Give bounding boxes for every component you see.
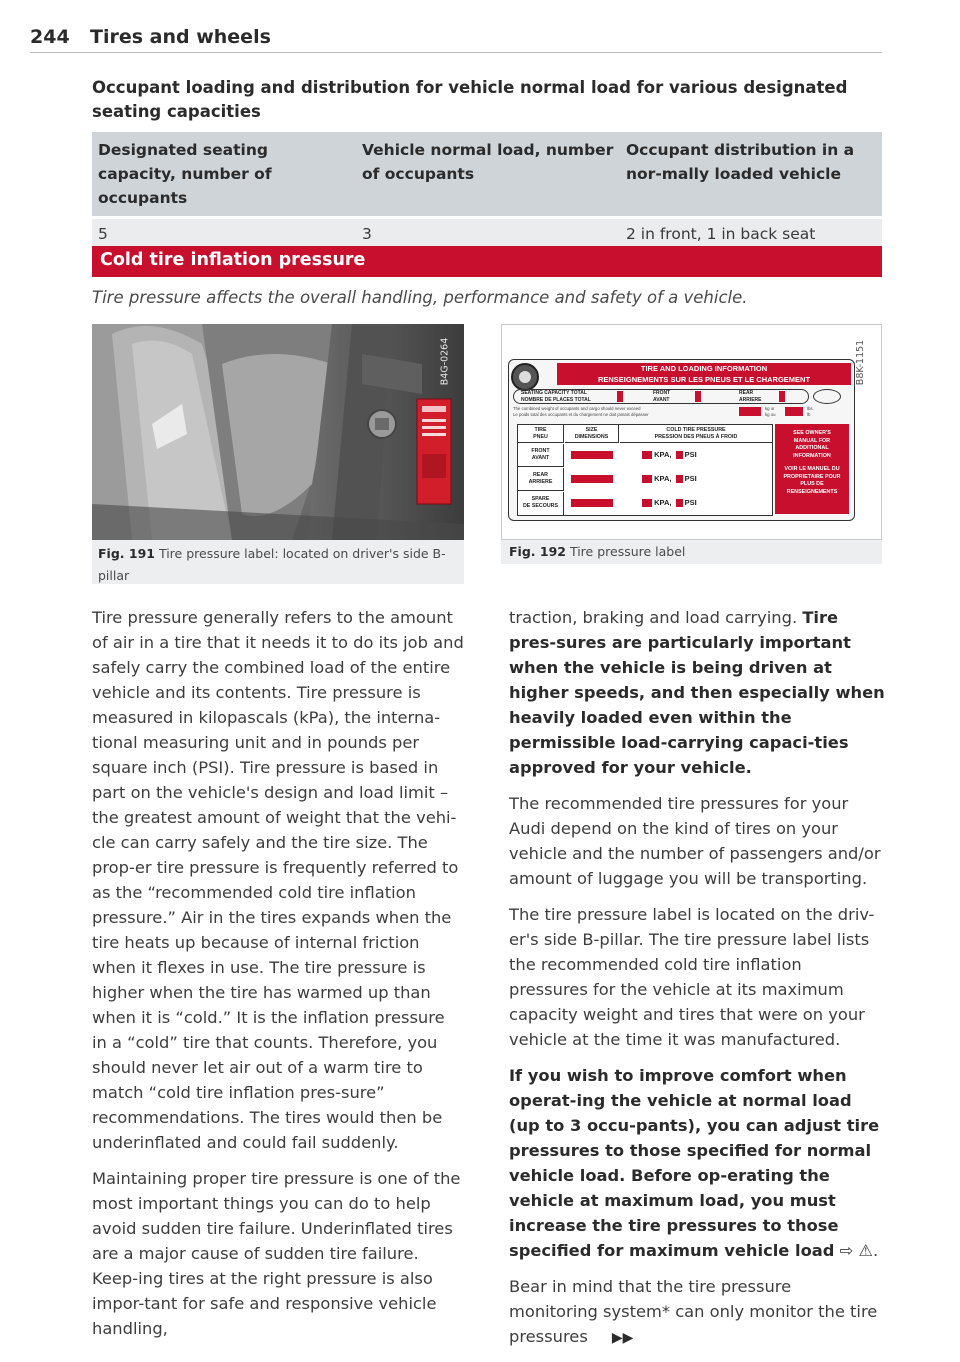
page-number: 244 [30,26,70,48]
figure-code [439,328,462,398]
section-heading-bar [92,246,882,277]
table-header: Occupant distribution in a nor-mally loaded vehicle [620,132,882,218]
figure-code [855,329,879,399]
table-cell: 5 [92,218,356,250]
seal-icon [813,389,841,404]
row-front: FRONT [531,448,550,454]
col-pneu: PNEU [533,434,548,440]
rear-label-fr: ARRIERE [739,397,762,403]
seating-row [513,389,851,405]
car-seat-photo [92,324,464,540]
table-row [92,218,882,250]
kg-label: kg or [765,406,775,411]
weight-text-en: The combined weight of occupants and cargo should never exceed [513,406,641,411]
see-manual-box [775,424,849,514]
placard-title [557,363,851,385]
placard-title-en: TIRE AND LOADING INFORMATION [640,364,768,373]
tire-icon [511,363,539,391]
paragraph [509,1274,885,1351]
col-cold: COLD TIRE PRESSURE [666,427,726,433]
paragraph: Tire pressure generally refers to the amount of air in a tire that it needs it to do its job and safely carry the combined load of the entire vehicle and its contents. Tire pressure is measured in kilopascals (kPa), the interna-tional measuring unit and in pounds per square inch (PSI). Tire pressure is based in part on the vehicle's design and load limit – the greatest amount of weight that the vehi-cle can carry safely and the tire size. The prop-er tire pressure is frequently referred to as the “recommended cold tire inflation pressure.” Air in the tires expands when the tire heats up because of internal friction when it flexes in use. The tire pressure is higher when the tire has warmed up than when it is “cold.” It is the inflation pressure in a “cold” tire that counts. Therefore, you should never let air out of a warm tire to match “cold tire inflation pres-sure” recommendations. The tires would then be underinflated and could fail suddenly. [92,608,464,1152]
table-title: Occupant loading and distribution for vehicle normal load for various designated seating capacities [92,78,848,121]
see-manual-en: SEE OWNER'S MANUAL FOR ADDITIONAL INFORMATION [793,430,831,459]
kpa-label: KPA, [654,498,672,507]
table-header-row [92,132,882,218]
section-title: Tires and wheels [90,26,271,48]
see-manual-fr: VOIR LE MANUEL DU PROPRIETAIRE POUR PLUS DE RENSEIGNEMENTS [783,466,841,495]
table-cell: 2 in front, 1 in back seat [620,218,882,250]
table-header: Designated seating capacity, number of occupants [92,132,356,218]
psi-label: PSI [684,474,697,483]
psi-label: PSI [684,498,697,507]
right-column [509,608,885,1362]
paragraph-text: traction, braking and load carrying. [509,608,803,627]
seating-label-fr: NOMBRE DE PLACES TOTAL [521,397,591,403]
figure-code-text: B8K-1151 [855,339,867,386]
figure-192-placard [501,324,882,540]
lbs-label: lbs. [807,406,814,411]
figure-label: Fig. 191 [98,546,155,561]
placard-title-fr: RENSEIGNEMENTS SUR LES PNEUS ET LE CHARGEMENT [597,375,811,384]
figure-191-caption [92,540,464,584]
lb-label: lb [807,412,811,417]
paragraph-text: Bear in mind that the tire pressure monitoring system* can only monitor the tire pressures [509,1277,878,1346]
figure-code-text: B4G-0264 [439,337,451,386]
section-intro: Tire pressure affects the overall handling, performance and safety of a vehicle. [92,288,748,307]
psi-label: PSI [684,450,697,459]
kpa-label: KPA, [654,450,672,459]
paragraph: Maintaining proper tire pressure is one of the most important things you can do to help avoid sudden tire failure. Underinflated tires are a major cause of sudden tire failure. Keep-ing tires at the right pressure is also impor-tant for safe and responsive vehicle handling, [92,1169,461,1338]
col-tire: TIRE [534,427,547,433]
col-cold-fr: PRESSION DES PNEUS À FROID [654,434,738,440]
occupant-loading-table [92,132,882,249]
warning-reference-link[interactable]: ⇨ ⚠. [839,1241,879,1260]
table-cell: 3 [356,218,620,250]
col-dim: DIMENSIONS [574,434,609,440]
kpa-label: KPA, [654,474,672,483]
paragraph [509,605,885,780]
figure-191-photo [92,324,464,540]
front-label-fr: AVANT [653,397,670,403]
page-header [30,22,882,53]
col-size: SIZE [585,427,598,433]
front-label: FRONT [653,390,671,396]
paragraph: The recommended tire pressures for your Audi depend on the kind of tires on your vehicle and the number of passengers and/or amount of luggage you will be transporting. [509,794,881,888]
weight-row [513,406,851,420]
row-rear: REAR [532,472,548,478]
seating-label-en: SEATING CAPACITY TOTAL [521,390,587,396]
rear-label: REAR [739,390,754,396]
row-rear-fr: ARRIERE [528,479,553,485]
figure-192-caption [501,540,882,564]
row-front-fr: AVANT [531,455,550,461]
tire-placard [508,359,855,521]
pressure-grid [517,424,773,516]
weight-text-fr: Le poids total des occupants et du chargement ne doit jamais dépasser [513,412,649,417]
section-heading: Cold tire inflation pressure [100,250,366,270]
paragraph: The tire pressure label is located on the driv-er's side B-pillar. The tire pressure label lists the recommended cold tire inflation pressures for the vehicle at its maximum capacity weight and tires that were on your vehicle at the time it was manufactured. [509,905,875,1049]
paragraph-bold-text: Tire pres-sures are particularly important when the vehicle is being driven at higher speeds, and then especially when heavily loaded even within the permissible load-carrying capaci-ties approved for your vehicle. [509,608,885,777]
row-spare-fr: DE SECOURS [522,503,559,509]
table-header: Vehicle normal load, number of occupants [356,132,620,218]
left-column [92,605,464,1352]
figure-caption-text: Tire pressure label [569,544,686,559]
kg-label-fr: kg ou [765,412,776,417]
figure-caption-text: Tire pressure label: located on driver's side B-pillar [98,546,446,583]
paragraph [509,1063,885,1263]
paragraph-bold-text: If you wish to improve comfort when operat-ing the vehicle at normal load (up to 3 occu-pants), you can adjust tire pressures to those specified for normal vehicle load. Before op-erating the vehicle at maximum load, you must increase the tire pressures to those specified for maximum vehicle load [509,1066,880,1260]
row-spare: SPARE [531,496,550,502]
continue-arrow-icon: ▶▶ [611,1330,634,1346]
figure-label: Fig. 192 [509,544,566,559]
